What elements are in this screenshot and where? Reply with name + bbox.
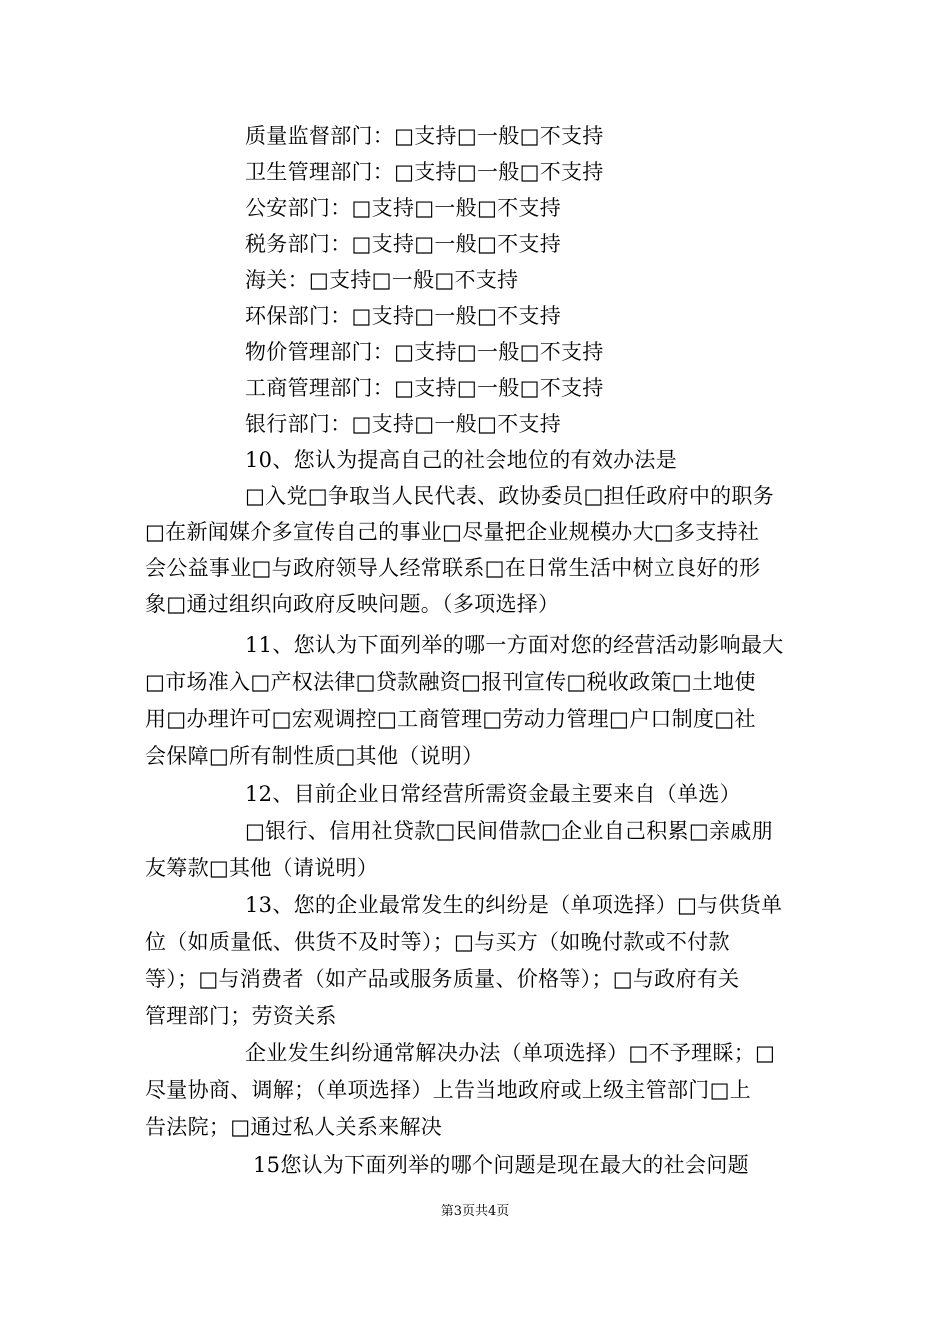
page-footer [0,1203,950,1221]
question-13-title: 13、您的企业最常发生的纠纷是（单项选择）□与供货单 [245,893,783,917]
question-12-options: □银行、信用社贷款□民间借款□企业自己积累□亲戚朋 [245,819,773,843]
question-11-options: 用□办理许可□宏观调控□工商管理□劳动力管理□户口制度□社 [145,707,756,731]
question-14-options: 尽量协商、调解；（单项选择）上告当地政府或上级主管部门□上 [145,1078,752,1102]
question-10-options: □入党□争取当人民代表、政协委员□担任政府中的职务 [245,484,775,508]
question-10-options: □在新闻媒介多宣传自己的事业□尽量把企业规模办大□多支持社 [145,520,760,544]
text-line: 卫生管理部门：□支持□一般□不支持 [245,160,604,184]
question-15-title: 15您认为下面列举的哪个问题是现在最大的社会问题 [253,1153,749,1177]
question-11-options: 会保障□所有制性质□其他（说明） [145,744,484,768]
text-line: 质量监督部门：□支持□一般□不支持 [245,124,604,148]
question-13-options: 位（如质量低、供货不及时等）；□与买方（如晚付款或不付款 [145,930,730,954]
question-11-title: 11、您认为下面列举的哪一方面对您的经营活动影响最大 [245,633,784,657]
text-line: 银行部门：□支持□一般□不支持 [245,412,562,436]
question-10-options: 会公益事业□与政府领导人经常联系□在日常生活中树立良好的形 [145,556,761,580]
question-14-title: 企业发生纠纷通常解决办法（单项选择）□不予理睬；□ [245,1041,776,1065]
text-line: 环保部门：□支持□一般□不支持 [245,304,562,328]
question-10-options: 象□通过组织向政府反映问题。（多项选择） [145,592,560,616]
text-line: 公安部门：□支持□一般□不支持 [245,196,562,220]
page-number: 第3页共4页 [440,1204,510,1219]
question-12-title: 12、目前企业日常经营所需资金最主要来自（单选） [245,782,741,806]
text-line: 物价管理部门：□支持□一般□不支持 [245,340,604,364]
question-13-options: 管理部门；劳资关系 [145,1004,337,1028]
text-line: 工商管理部门：□支持□一般□不支持 [245,376,604,400]
question-10-title: 10、您认为提高自己的社会地位的有效办法是 [245,448,678,472]
text-line: 海关：□支持□一般□不支持 [245,268,519,292]
question-11-options: □市场准入□产权法律□贷款融资□报刊宣传□税收政策□土地使 [145,670,756,694]
question-12-options: 友筹款□其他（请说明） [145,856,379,880]
question-14-options: 告法院；□通过私人关系来解决 [145,1115,443,1139]
question-13-options: 等）；□与消费者（如产品或服务质量、价格等）；□与政府有关 [145,967,740,991]
text-line: 税务部门：□支持□一般□不支持 [245,232,562,256]
